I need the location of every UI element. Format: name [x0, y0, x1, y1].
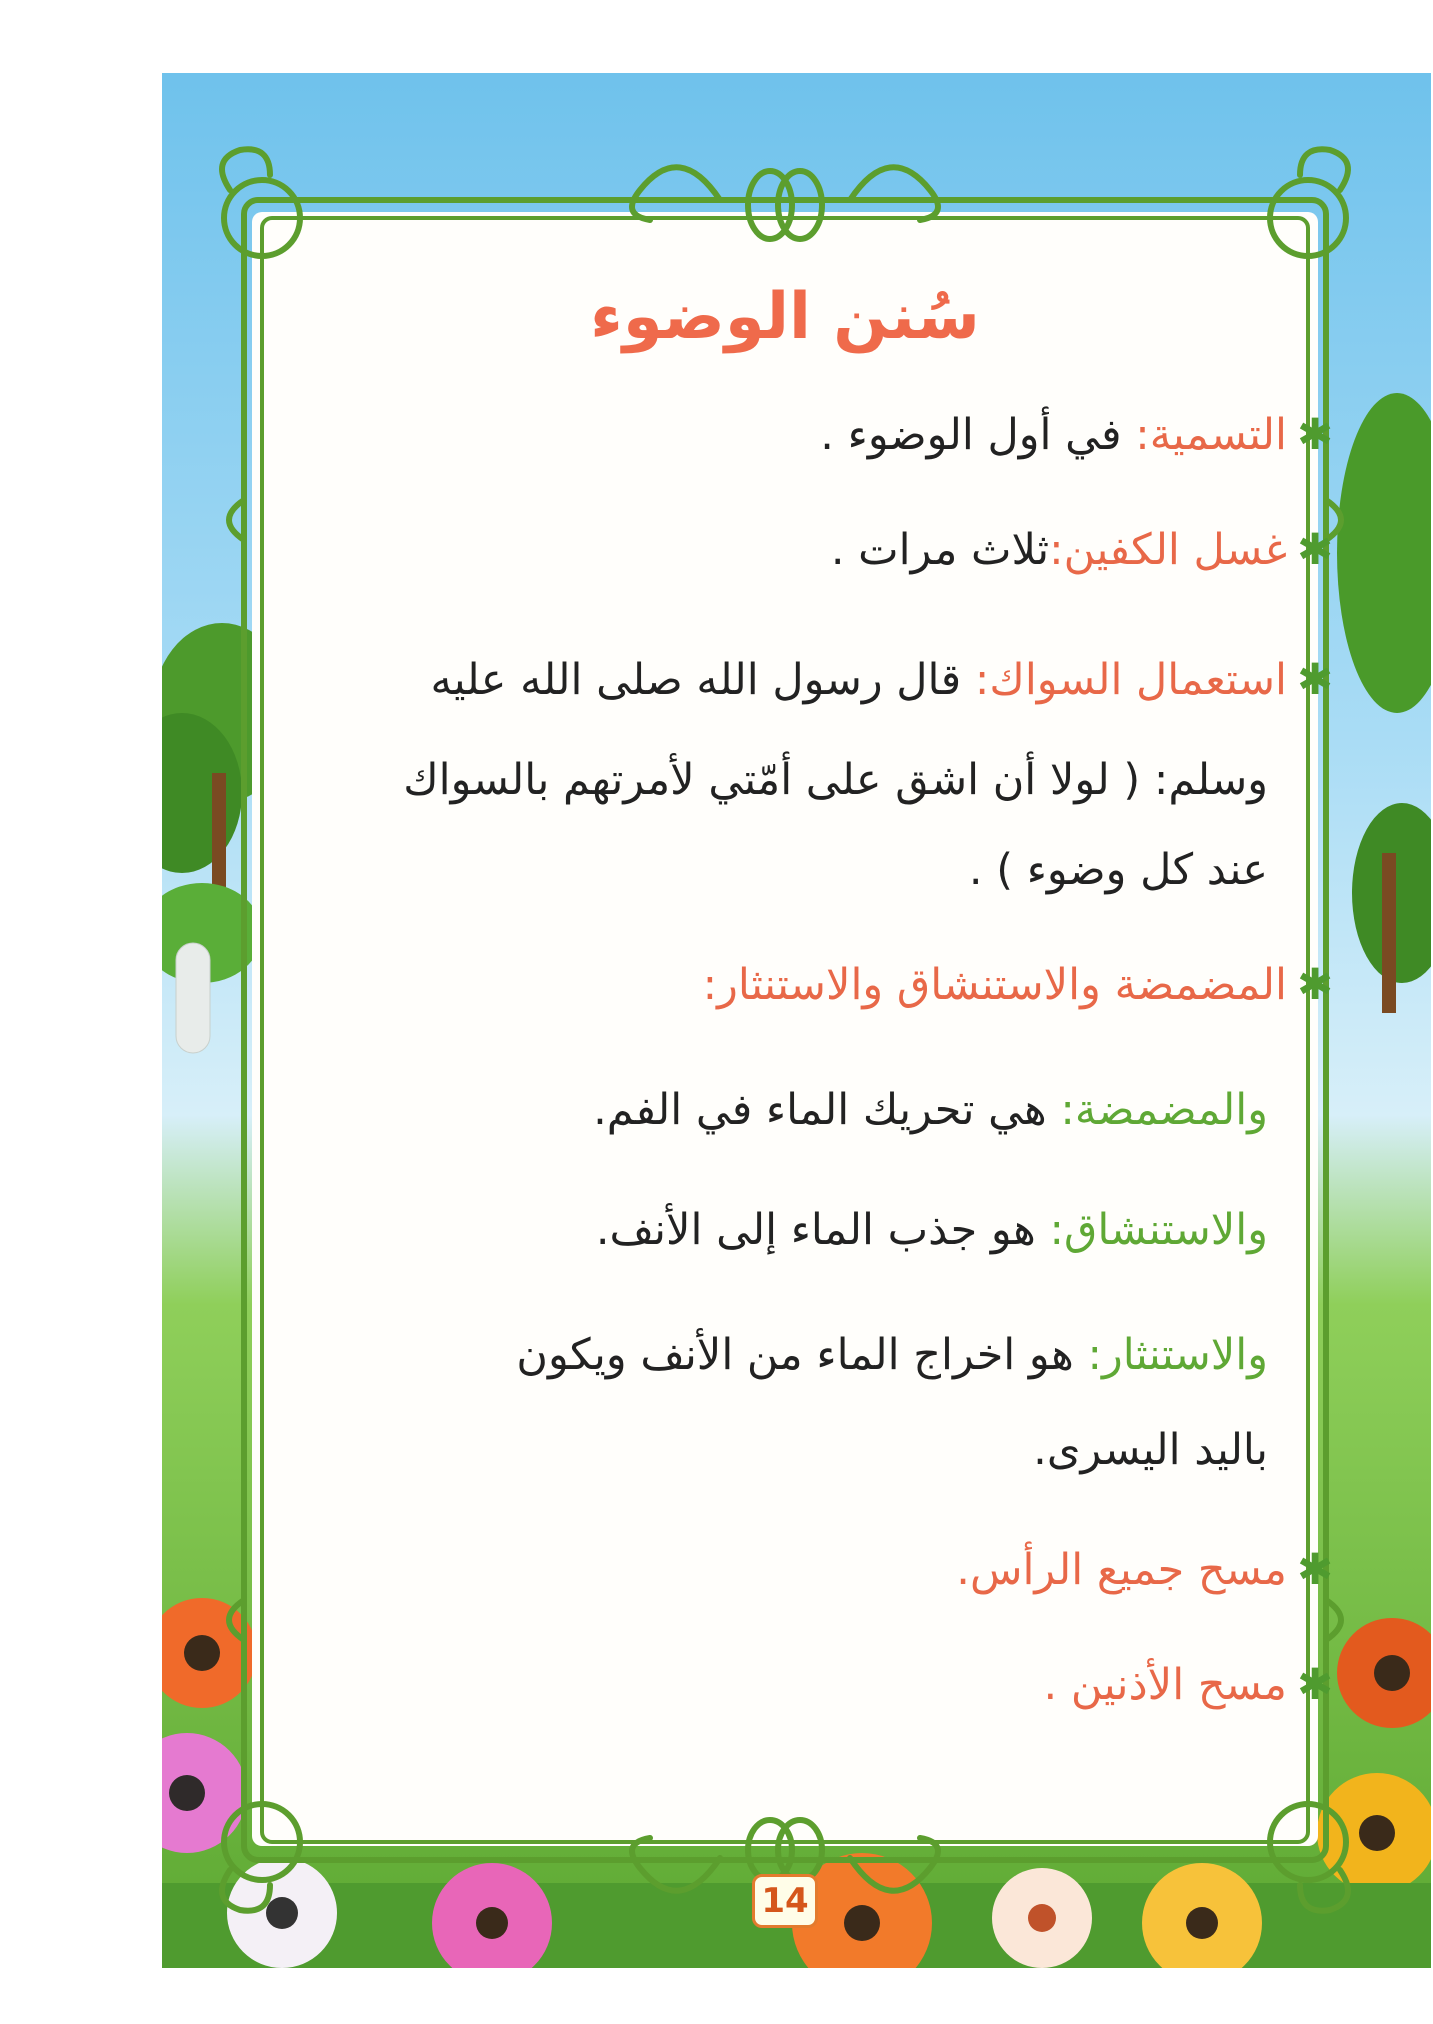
- definition-text: هو جذب الماء إلى الأنف.: [595, 1205, 1050, 1255]
- definition-madmada: [593, 1085, 1268, 1135]
- item-wipe-head: [956, 1545, 1333, 1595]
- star-bullet-icon: ✱: [1296, 1660, 1333, 1710]
- definition-istinshaq: [596, 1205, 1268, 1255]
- hadith-line: وسلم: ( لولا أن اشق على أمّتي لأمرتهم بالسواك: [403, 755, 1268, 805]
- item-text: ثلاث مرات .: [830, 525, 1050, 575]
- item-text: قال رسول الله صلى الله عليه: [430, 655, 975, 705]
- star-bullet-icon: ✱: [1296, 525, 1333, 575]
- definition-term: والمضمضة:: [1060, 1085, 1268, 1135]
- item-term: المضمضة والاستنشاق والاستنثار:: [702, 960, 1287, 1010]
- definition-term: والاستنشاق:: [1049, 1205, 1268, 1255]
- item-text: في أول الوضوء .: [820, 410, 1136, 460]
- item-wash-hands: [831, 525, 1333, 575]
- item-siwak: [431, 655, 1333, 705]
- page-title: سُنن الوضوء: [590, 280, 980, 354]
- item-term: استعمال السواك:: [974, 655, 1287, 705]
- star-bullet-icon: ✱: [1296, 410, 1333, 460]
- definition-text: هي تحريك الماء في الفم.: [593, 1085, 1061, 1135]
- star-bullet-icon: ✱: [1296, 655, 1333, 705]
- hadith-line: عند كل وضوء ) .: [968, 845, 1268, 895]
- definition-istinthar: [516, 1330, 1268, 1380]
- definition-continuation: باليد اليسرى.: [1033, 1425, 1268, 1475]
- definition-term: والاستنثار:: [1087, 1330, 1268, 1380]
- page-number: 14: [752, 1874, 818, 1928]
- item-rinsing-heading: [703, 960, 1333, 1010]
- star-bullet-icon: ✱: [1296, 960, 1333, 1010]
- item-term: التسمية:: [1135, 410, 1287, 460]
- item-term: غسل الكفين:: [1049, 525, 1287, 575]
- definition-text: هو اخراج الماء من الأنف ويكون: [516, 1330, 1088, 1380]
- item-wipe-ears: [1044, 1660, 1333, 1710]
- item-term: مسح جميع الرأس.: [956, 1545, 1287, 1595]
- star-bullet-icon: ✱: [1296, 1545, 1333, 1595]
- item-basmala: [820, 410, 1333, 460]
- item-term: مسح الأذنين .: [1043, 1660, 1287, 1710]
